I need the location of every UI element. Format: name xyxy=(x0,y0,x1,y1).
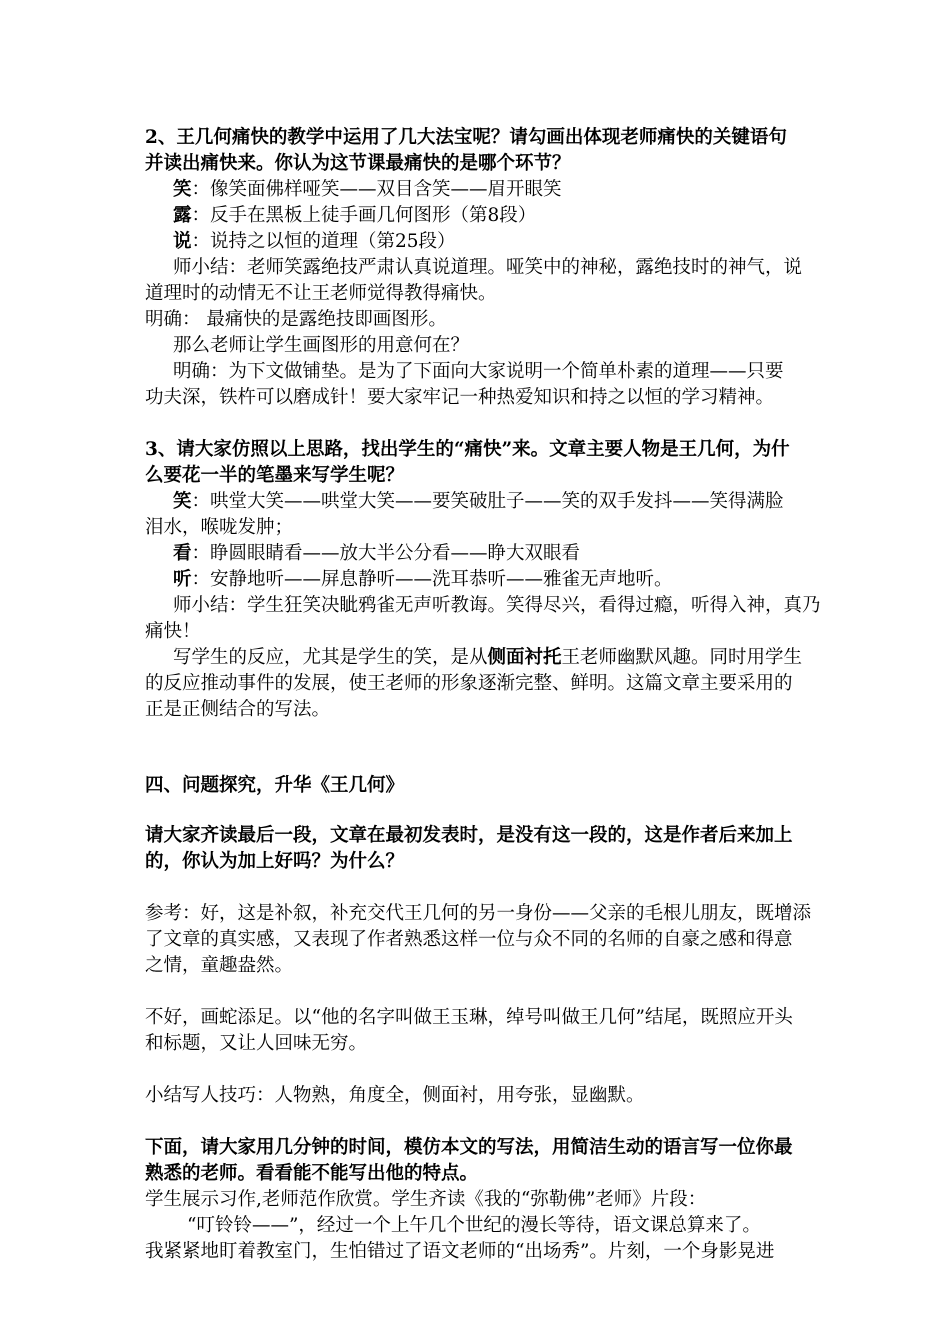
s4-reference-line-2: 了文章的真实感，又表现了作者熟悉这样一位与众不同的名师的自豪之感和得意 xyxy=(145,929,793,950)
q3-xiao-label: 笑 xyxy=(173,491,192,512)
s4-reference-line-3: 之情，童趣盎然。 xyxy=(145,955,294,976)
q3-summary-line-2: 痛快！ xyxy=(145,621,201,642)
s4-summary: 小结写人技巧：人物熟，角度全，侧面衬，用夸张，显幽默。 xyxy=(145,1085,645,1106)
q2-title-line-1: 2、王几何痛快的教学中运用了几大法宝呢？请勾画出体现老师痛快的关键语句 xyxy=(145,127,787,148)
s4-bad-line-2: 和标题，又让人回味无穷。 xyxy=(145,1033,368,1054)
q2-lu-text: ：反手在黑板上徒手画几何图形（第8段） xyxy=(191,205,537,226)
s4-show: 学生展示习作,老师范作欣赏。学生齐读《我的“弥勒佛”老师》片段： xyxy=(145,1189,707,1210)
q2-summary-line-1: 师小结：老师笑露绝技严肃认真说道理。哑笑中的神秘，露绝技时的神气，说 xyxy=(173,257,803,278)
s4-reference-line-1: 参考：好，这是补叙，补充交代王几何的另一身份——父亲的毛根儿朋友，既增添 xyxy=(145,903,812,924)
q3-paragraph-part-a: 写学生的反应，尤其是学生的笑，是从 xyxy=(173,647,488,668)
s4-bad-line-1: 不好，画蛇添足。以“他的名字叫做王玉琳，绰号叫做王几何”结尾，既照应开头 xyxy=(145,1007,793,1028)
q3-xiao-text-1: ：哄堂大笑——哄堂大笑——要笑破肚子——笑的双手发抖——笑得满脸 xyxy=(191,491,784,512)
q2-shuo-line xyxy=(173,229,843,255)
q2-question: 那么老师让学生画图形的用意何在？ xyxy=(173,335,470,356)
q3-kan-line xyxy=(173,541,843,567)
q3-ting-line xyxy=(173,567,843,593)
s4-essay-line-2: 我紧紧地盯着教室门，生怕错过了语文老师的“出场秀”。片刻，一个身影晃进 xyxy=(145,1241,775,1262)
q3-xiao-line-1 xyxy=(173,489,843,515)
q3-paragraph-part-c: 王老师幽默风趣。同时用学生 xyxy=(561,647,803,668)
q3-ting-label: 听 xyxy=(173,569,192,590)
q3-paragraph-line-1 xyxy=(173,645,843,671)
s4-task-line-1: 下面，请大家用几分钟的时间，模仿本文的写法，用简洁生动的语言写一位你最 xyxy=(145,1137,793,1158)
q3-xiao-line-2: 泪水，喉咙发肿； xyxy=(145,517,294,538)
q3-paragraph-line-2: 的反应推动事件的发展，使王老师的形象逐渐完整、鲜明。这篇文章主要采用的 xyxy=(145,673,793,694)
s4-question-line-2: 的，你认为加上好吗？为什么？ xyxy=(145,851,405,872)
q2-xiao-label: 笑 xyxy=(173,179,192,200)
q3-paragraph-emphasis: 侧面衬托 xyxy=(487,647,562,668)
q2-mingque-2-line-2: 功夫深，铁杵可以磨成针！要大家牢记一种热爱知识和持之以恒的学习精神。 xyxy=(145,387,775,408)
q2-mingque-2-line-1: 明确：为下文做铺垫。是为了下面向大家说明一个简单朴素的道理——只要 xyxy=(173,361,784,382)
q3-summary-line-1: 师小结：学生狂笑决眦鸦雀无声听教诲。笑得尽兴，看得过瘾，听得入神，真乃 xyxy=(173,595,821,616)
q2-title-line-2: 并读出痛快来。你认为这节课最痛快的是哪个环节？ xyxy=(145,153,571,174)
q3-ting-text: ：安静地听——屏息静听——洗耳恭听——雅雀无声地听。 xyxy=(191,569,673,590)
q2-lu-label: 露 xyxy=(173,205,192,226)
section-4-heading: 四、问题探究，升华《王几何》 xyxy=(145,775,405,796)
q3-title-line-2: 么要花一半的笔墨来写学生呢？ xyxy=(145,465,405,486)
q2-lu-line xyxy=(173,203,843,229)
q3-title-line-1: 3、请大家仿照以上思路，找出学生的“痛快”来。文章主要人物是王几何，为什 xyxy=(145,439,790,460)
q2-summary-line-2: 道理时的动情无不让王老师觉得教得痛快。 xyxy=(145,283,497,304)
s4-task-line-2: 熟悉的老师。看看能不能写出他的特点。 xyxy=(145,1163,479,1184)
q3-paragraph-line-3: 正是正侧结合的写法。 xyxy=(145,699,331,720)
q2-xiao-text: ：像笑面佛样哑笑——双目含笑——眉开眼笑 xyxy=(191,179,562,200)
q2-xiao-line xyxy=(173,177,843,203)
s4-essay-line-1: “叮铃铃——”，经过一个上午几个世纪的漫长等待，语文课总算来了。 xyxy=(187,1215,761,1236)
q3-kan-label: 看 xyxy=(173,543,192,564)
q2-shuo-label: 说 xyxy=(173,231,192,252)
q2-mingque-1: 明确： 最痛快的是露绝技即画图形。 xyxy=(145,309,447,330)
s4-question-line-1: 请大家齐读最后一段，文章在最初发表时，是没有这一段的，这是作者后来加上 xyxy=(145,825,793,846)
q3-kan-text: ：睁圆眼睛看——放大半公分看——睁大双眼看 xyxy=(191,543,581,564)
q2-shuo-text: ：说持之以恒的道理（第25段） xyxy=(191,231,456,252)
